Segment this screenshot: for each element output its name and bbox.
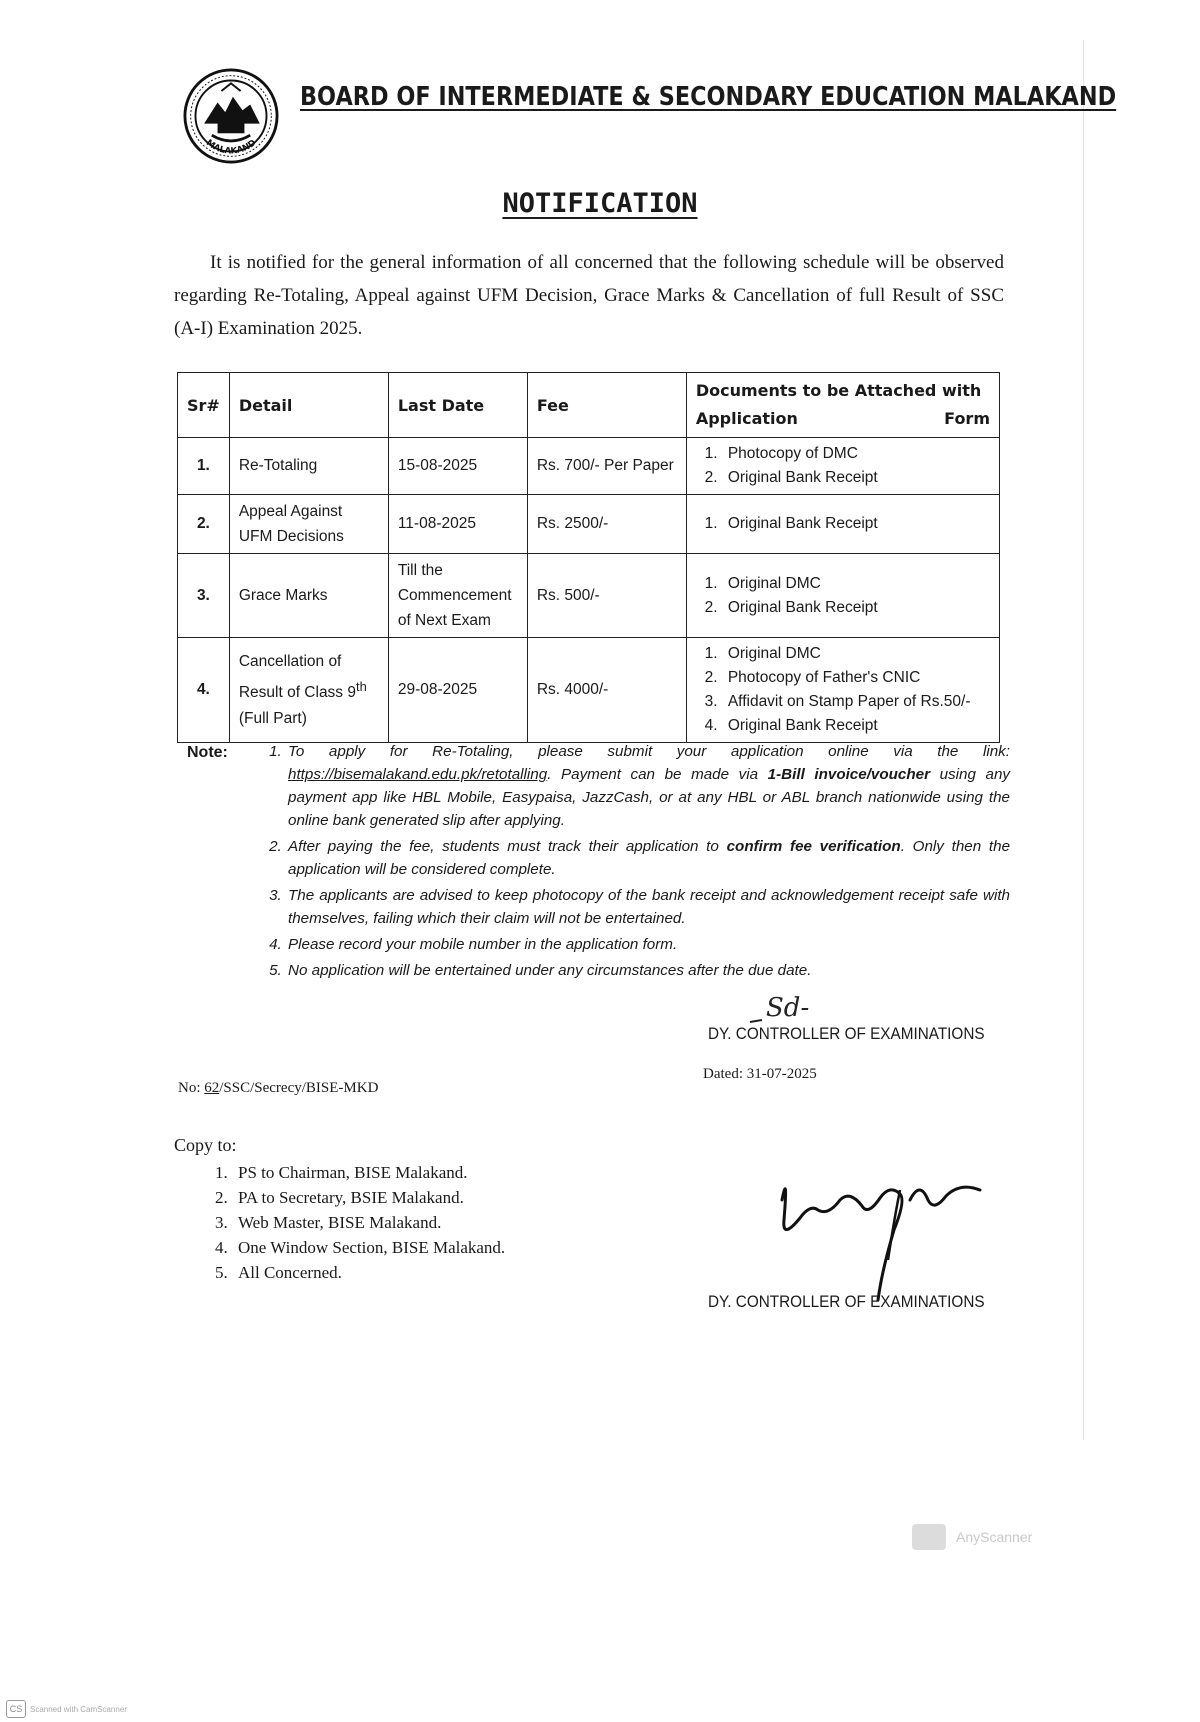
table-row: [178, 495, 1000, 554]
signatory-title: DY. CONTROLLER OF EXAMINATIONS: [708, 1024, 985, 1043]
col-documents-header: Documents to be Attached with Application Form: [686, 373, 999, 438]
row-detail-sup: th: [356, 679, 367, 695]
row-last-date: 11-08-2025: [388, 495, 527, 554]
anyscanner-logo-icon: [912, 1524, 946, 1550]
note-1-post: using any payment app like HBL Mobile, Easypaisa, JazzCash, or at any HBL or ABL branch nationwide using the online bank generated slip after applying.: [288, 766, 1010, 829]
note-1-text: To apply for Re-Totaling, please submit your application online via the link:: [288, 743, 1010, 760]
intro-paragraph: It is notified for the general information of all concerned that the following schedule will be observed regarding Re-Totaling, Appeal against UFM Decision, Grace Marks & Cancellation of full Result of SSC (A-I) Examination 2025.: [174, 252, 1004, 339]
col-detail-header: Detail: [229, 373, 388, 438]
handwritten-signature: [770, 1160, 1010, 1310]
camscanner-logo-icon: CS: [6, 1700, 26, 1718]
document-item: 1. Original DMC: [722, 572, 990, 596]
signatory-title-2: DY. CONTROLLER OF EXAMINATIONS: [708, 1292, 985, 1311]
document-item: 2. Original Bank Receipt: [722, 466, 990, 490]
notes-list: [258, 740, 1010, 985]
document-item: 1. Original Bank Receipt: [722, 512, 990, 536]
row-detail-end: (Full Part): [238, 709, 307, 727]
copy-to-item: 4. One Window Section, BISE Malakand.: [232, 1235, 505, 1260]
row-detail: [229, 638, 388, 743]
note-2-post: . Only then the application will be considered complete.: [288, 838, 1011, 878]
row-last-date: 15-08-2025: [388, 438, 527, 495]
row-fee: Rs. 700/- Per Paper: [527, 438, 686, 495]
note-item: [286, 740, 1010, 832]
seal-text: MALAKAND: [203, 138, 259, 157]
document-item: 3. Affidavit on Stamp Paper of Rs.50/-: [722, 690, 990, 714]
row-last-date: Till the Commencement of Next Exam: [388, 554, 527, 638]
col-fee-header: Fee: [527, 373, 686, 438]
row-sr: 1.: [178, 438, 230, 495]
row-sr: 2.: [178, 495, 230, 554]
camscanner-watermark: [6, 1700, 127, 1718]
retotaling-link[interactable]: https://bisemalakand.edu.pk/retotalling: [288, 766, 548, 783]
row-last-date: 29-08-2025: [388, 638, 527, 743]
table-row: [178, 438, 1000, 495]
note-label: Note:: [187, 744, 228, 761]
document-item: 2. Original Bank Receipt: [722, 596, 990, 620]
row-fee: Rs. 2500/-: [527, 495, 686, 554]
row-documents: [686, 438, 999, 495]
row-fee: Rs. 500/-: [527, 554, 686, 638]
reference-value: 62: [204, 1080, 220, 1096]
page-title: NOTIFICATION: [502, 188, 698, 219]
table-row: [178, 638, 1000, 743]
reference-prefix: No:: [178, 1080, 201, 1096]
row-detail-main: Cancellation of Result of Class 9: [238, 653, 356, 702]
row-detail: Re-Totaling: [229, 438, 388, 495]
table-row: [178, 554, 1000, 638]
anyscanner-watermark: [912, 1522, 1032, 1552]
row-detail: Grace Marks: [229, 554, 388, 638]
reference-suffix: /SSC/Secrecy/BISE-MKD: [219, 1080, 379, 1096]
copy-to-heading: Copy to:: [174, 1135, 237, 1155]
row-documents: [686, 554, 999, 638]
document-item: 2. Photocopy of Father's CNIC: [722, 666, 990, 690]
copy-to-item: 3. Web Master, BISE Malakand.: [232, 1210, 505, 1235]
scan-edge-line: [1083, 40, 1084, 1440]
sd-mark-text: Sd-: [766, 993, 810, 1023]
note-item: 3. The applicants are advised to keep photocopy of the bank receipt and acknowledgement receipt safe with themselves, failing which their claim will not be entertained.: [286, 884, 1010, 930]
copy-to-item: 1. PS to Chairman, BISE Malakand.: [232, 1160, 505, 1185]
note-2-text: After paying the fee, students must track their application to: [288, 838, 719, 855]
row-sr: 4.: [178, 638, 230, 743]
note-1-bold: 1-Bill invoice/voucher: [767, 766, 931, 783]
row-detail: Appeal Against UFM Decisions: [229, 495, 388, 554]
note-1-mid: . Payment can be made via: [547, 766, 759, 783]
row-documents: [686, 495, 999, 554]
document-item: 4. Original Bank Receipt: [722, 714, 990, 738]
sd-signature-mark: [748, 988, 848, 1028]
row-documents: [686, 638, 999, 743]
copy-to-item: 2. PA to Secretary, BSIE Malakand.: [232, 1185, 505, 1210]
anyscanner-text: AnyScanner: [956, 1529, 1033, 1545]
copy-to-item: 5. All Concerned.: [232, 1260, 505, 1285]
row-sr: 3.: [178, 554, 230, 638]
document-item: 1. Original DMC: [722, 642, 990, 666]
row-fee: Rs. 4000/-: [527, 638, 686, 743]
dated-text: Dated: 31-07-2025: [703, 1066, 817, 1082]
table-header-row: [178, 373, 1000, 438]
document-item: 1. Photocopy of DMC: [722, 442, 990, 466]
note-item: 4. Please record your mobile number in the application form.: [286, 933, 1010, 956]
camscanner-text: Scanned with CamScanner: [30, 1704, 127, 1714]
note-item: [286, 835, 1010, 881]
bise-malakand-seal-icon: [183, 68, 279, 164]
reference-number: [178, 1080, 378, 1097]
board-name: BOARD OF INTERMEDIATE & SECONDARY EDUCATION MALAKAND: [300, 82, 1117, 112]
col-last-date-header: Last Date: [388, 373, 527, 438]
note-2-bold: confirm fee verification: [726, 838, 901, 855]
note-item: 5. No application will be entertained under any circumstances after the due date.: [286, 959, 1010, 982]
schedule-table: [177, 372, 1000, 743]
col-sr-header: Sr#: [178, 373, 230, 438]
copy-to-list: [206, 1160, 505, 1285]
